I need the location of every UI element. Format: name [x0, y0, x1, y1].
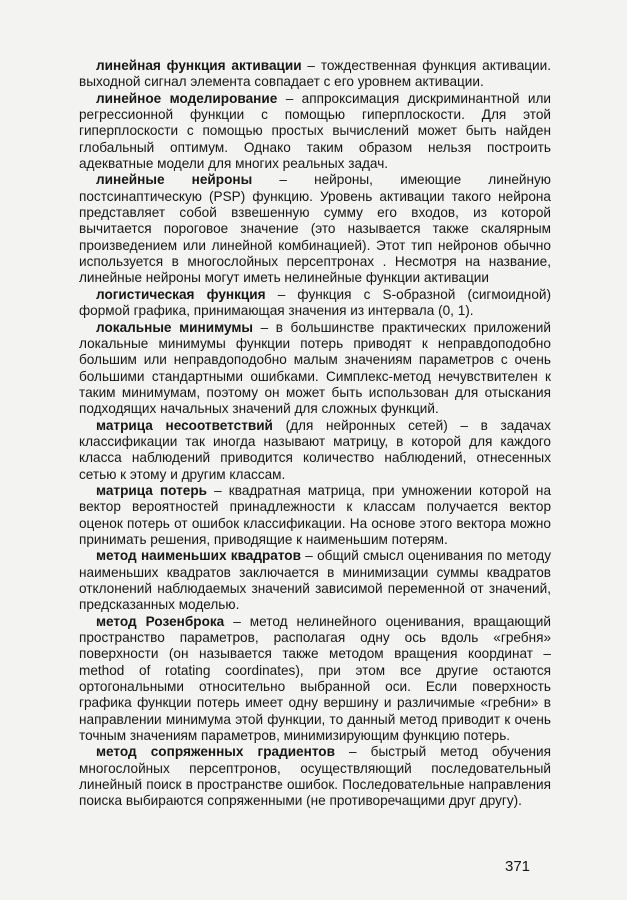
glossary-definition: – тождественная функция активации. выходной сигнал элемента совпадает с его уровнем активации.: [79, 58, 552, 90]
glossary-term: матрица несоответствий: [96, 417, 273, 433]
glossary-definition: – функция с S-образной (сигмоидной) формой графика, принимающая значения из интервала (0, 1).: [79, 286, 551, 319]
glossary-term: метод Розенброка: [96, 613, 225, 629]
glossary-definition: – квадратная матрица, при умножении которой на вектор вероятностей принадлежности к классам получается вектор оценок потерь от ошибок классификации. На основе этого вектора можно принимать решения, приводящие к наименьшим потерям.: [79, 482, 552, 547]
glossary-term: локальные минимумы: [96, 319, 253, 335]
glossary-entry: [79, 91, 551, 173]
glossary-definition: – метод нелинейного оценивания, вращающий пространство параметров, располагая одну ось вдоль «гребня» поверхности (он называется также методом вращения координат – method of rotating coordinates), при этом все другие остаются ортогональными относительно выбранной оси. Если поверхность графика функции потерь имеет одну вершину и различимые «гребни» в направлении минимума этой функции, то данный метод приводит к очень точным значениям параметров, минимизирующим функцию потерь.: [79, 613, 551, 744]
glossary-entry: [79, 614, 551, 745]
glossary-definition: – аппроксимация дискриминантной или регрессионной функции с помощью гиперплоскости. Для этой гиперплоскости с помощью простых вычислений может быть найден глобальный оптимум. Однако таким образом нельзя построить адекватные модели для многих реальных задач.: [79, 90, 551, 172]
glossary-definition: – быстрый метод обучения многослойных персептронов, осуществляющий последовательный линейный поиск в пространстве ошибок. Последовательные направления поиска выбираются сопряженными (не противоречащими друг другу).: [79, 744, 552, 809]
glossary-term: линейная функция активации: [96, 58, 302, 73]
glossary-entry: [79, 172, 551, 286]
glossary-entry: [79, 58, 551, 91]
glossary-entry: [79, 548, 551, 613]
glossary-entry: [79, 483, 551, 548]
glossary-entry: [79, 418, 551, 483]
glossary-term: логистическая функция: [96, 286, 266, 302]
glossary-entry: [79, 320, 551, 418]
glossary-definition: – нейроны, имеющие линейную постсинаптическую (PSP) функцию. Уровень активации такого нейрона представляет собой взвешенную сумму его входов, из которой вычитается пороговое значение (это называется также скалярным произведением или линейной комбинацией). Этот тип нейронов обычно используется в многослойных персептронах . Несмотря на название, линейные нейроны могут иметь нелинейные функции активации: [79, 172, 551, 286]
glossary-term: матрица потерь: [96, 482, 208, 498]
glossary-term: метод сопряженных градиентов: [96, 744, 335, 760]
glossary-term: линейное моделирование: [96, 90, 278, 106]
glossary-definition: – в большинстве практических приложений локальные минимумы функции потерь приводят к неправдоподобно большим или неправдоподобно малым значениям параметров с очень большими стандартными ошибками. Симплекс-метод нечувствителен к таким минимумам, поэтому он может быть использован для отыскания подходящих начальных значений для сложных функций.: [79, 319, 551, 417]
glossary-entry: [79, 744, 551, 809]
glossary-term: линейные нейроны: [96, 172, 253, 188]
glossary-entry: [79, 287, 551, 320]
glossary-text: [79, 58, 551, 810]
glossary-definition: – общий смысл оценивания по методу наименьших квадратов заключается в минимизации суммы квадратов отклонений наблюдаемых значений зависимой переменной от значений, предсказанных моделью.: [79, 548, 552, 613]
glossary-definition: (для нейронных сетей) – в задачах классификации так иногда называют матрицу, в которой для каждого класса наблюдений приводится количество наблюдений, отнесенных сетью к этому и другим классам.: [79, 417, 551, 482]
page-number: 371: [505, 858, 531, 875]
glossary-term: метод наименьших квадратов: [96, 548, 301, 564]
